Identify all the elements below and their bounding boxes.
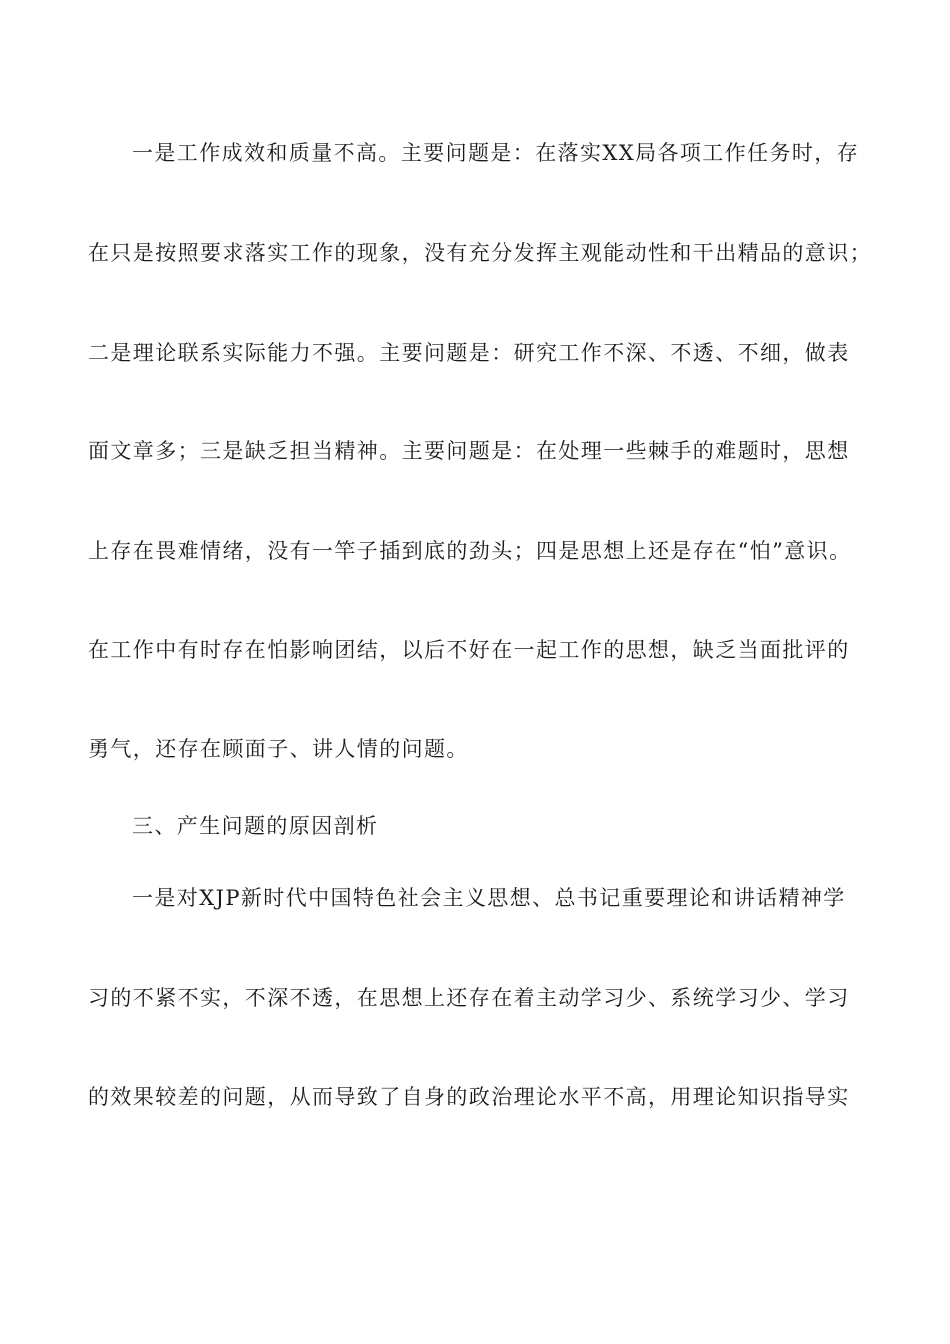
paragraph-line-10: 的效果较差的问题，从而导致了自身的政治理论水平不高，用理论知识指导实 <box>88 1085 850 1109</box>
paragraph-line-2: 在只是按照要求落实工作的现象，没有充分发挥主观能动性和干出精品的意识； <box>88 241 872 265</box>
paragraph-line-1: 一是工作成效和质量不高。主要问题是：在落实XX局各项工作任务时，存 <box>132 141 860 165</box>
paragraph-line-3: 二是理论联系实际能力不强。主要问题是：研究工作不深、不透、不细，做表 <box>88 341 850 365</box>
paragraph-line-8: 一是对XJP新时代中国特色社会主义思想、总书记重要理论和讲话精神学 <box>132 886 846 910</box>
paragraph-line-9: 习的不紧不实，不深不透，在思想上还存在着主动学习少、系统学习少、学习 <box>88 986 850 1010</box>
paragraph-line-7: 勇气，还存在顾面子、讲人情的问题。 <box>88 737 469 761</box>
paragraph-line-5: 上存在畏难情绪，没有一竿子插到底的劲头；四是思想上还是存在“怕”意识。 <box>88 539 852 563</box>
section-heading: 三、产生问题的原因剖析 <box>132 814 379 838</box>
paragraph-line-6: 在工作中有时存在怕影响团结，以后不好在一起工作的思想，缺乏当面批评的 <box>88 638 850 662</box>
paragraph-line-4: 面文章多；三是缺乏担当精神。主要问题是：在处理一些棘手的难题时，思想 <box>88 439 850 463</box>
